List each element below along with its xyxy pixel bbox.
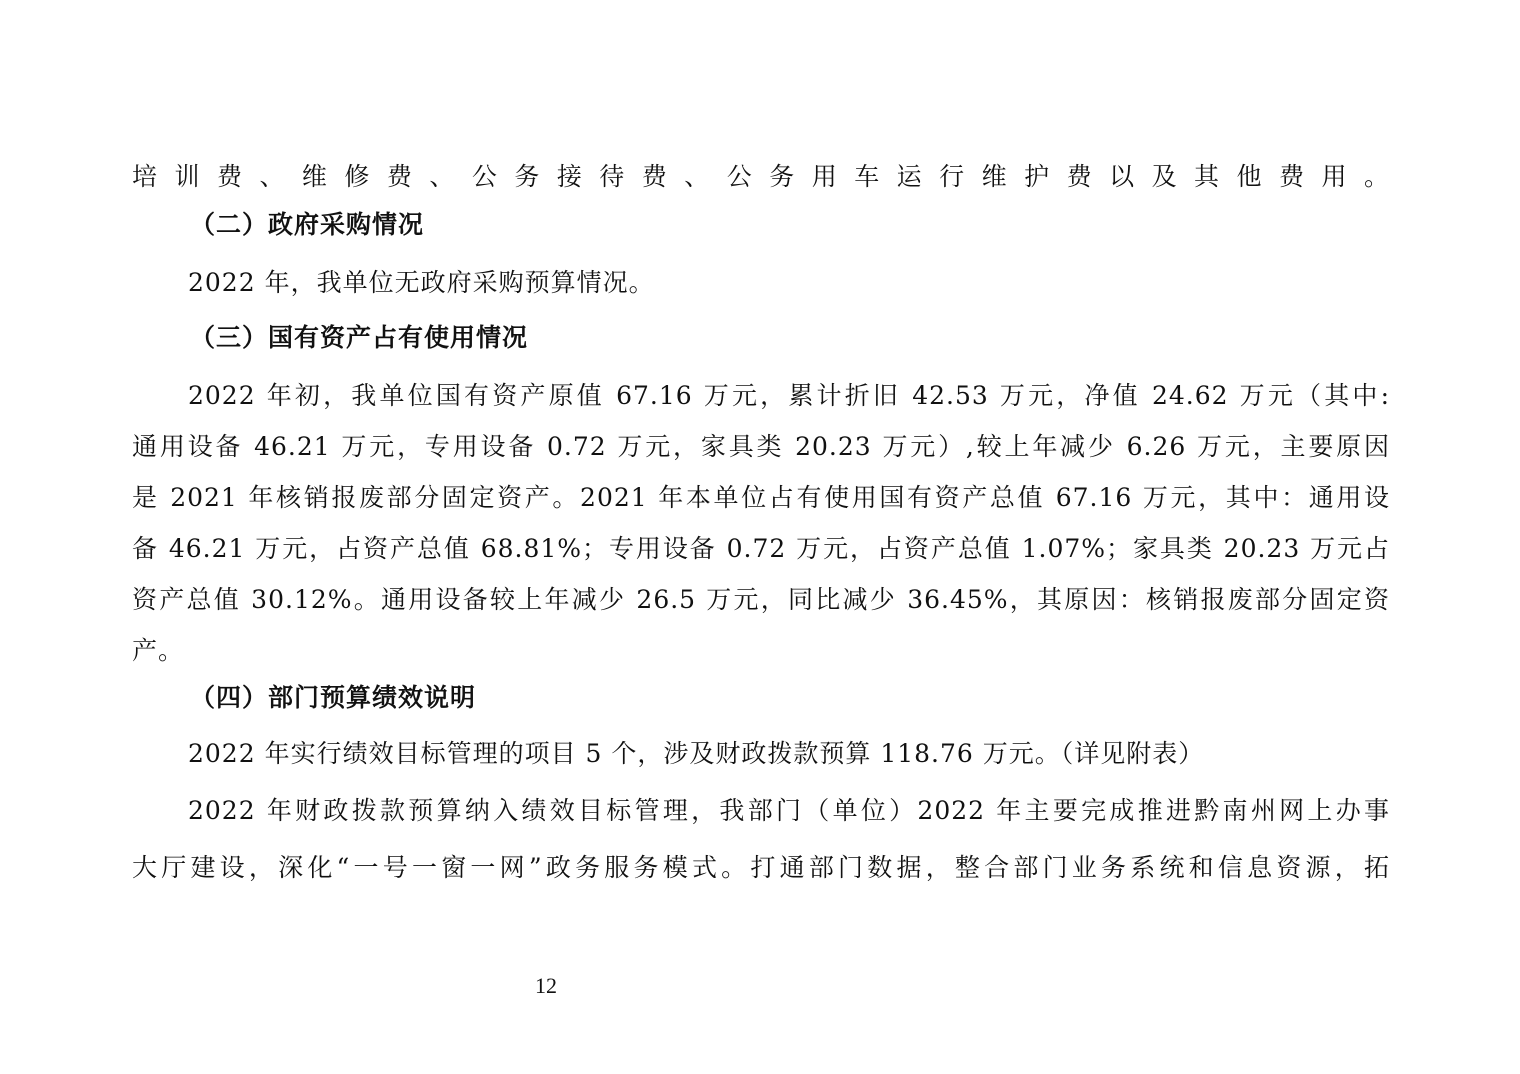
body-text-line: 培训费、维修费、公务接待费、公务用车运行维护费以及其他费用。	[132, 162, 1390, 191]
body-text-line: 备 46.21 万元，占资产总值 68.81%；专用设备 0.72 万元，占资产总值 1.07%；家具类 20.23 万元占	[132, 534, 1390, 563]
body-text-line: 大厅建设，深化“一号一窗一网”政务服务模式。打通部门数据，整合部门业务系统和信息资源，拓	[132, 853, 1390, 882]
body-text-line: 2022 年，我单位无政府采购预算情况。	[188, 268, 655, 297]
body-text-line: 资产总值 30.12%。通用设备较上年减少 26.5 万元，同比减少 36.45%，其原因：核销报废部分固定资	[132, 585, 1390, 614]
body-text-line: 2022 年初，我单位国有资产原值 67.16 万元，累计折旧 42.53 万元，净值 24.62 万元（其中:	[188, 381, 1390, 410]
section-heading-state-assets: （三）国有资产占有使用情况	[190, 323, 529, 352]
body-text-line: 通用设备 46.21 万元，专用设备 0.72 万元，家具类 20.23 万元）,较上年减少 6.26 万元，主要原因	[132, 432, 1390, 461]
section-heading-budget-performance: （四）部门预算绩效说明	[190, 683, 477, 712]
page-number: 12	[535, 973, 557, 998]
body-text-line: 产。	[132, 636, 185, 665]
section-heading-government-procurement: （二）政府采购情况	[190, 210, 425, 239]
body-text-line: 2022 年实行绩效目标管理的项目 5 个，涉及财政拨款预算 118.76 万元。（详见附表）	[188, 739, 1205, 768]
body-text-line: 是 2021 年核销报废部分固定资产。2021 年本单位占有使用国有资产总值 67.16 万元，其中：通用设	[132, 483, 1390, 512]
body-text-line: 2022 年财政拨款预算纳入绩效目标管理，我部门（单位）2022 年主要完成推进黔南州网上办事	[188, 796, 1390, 825]
